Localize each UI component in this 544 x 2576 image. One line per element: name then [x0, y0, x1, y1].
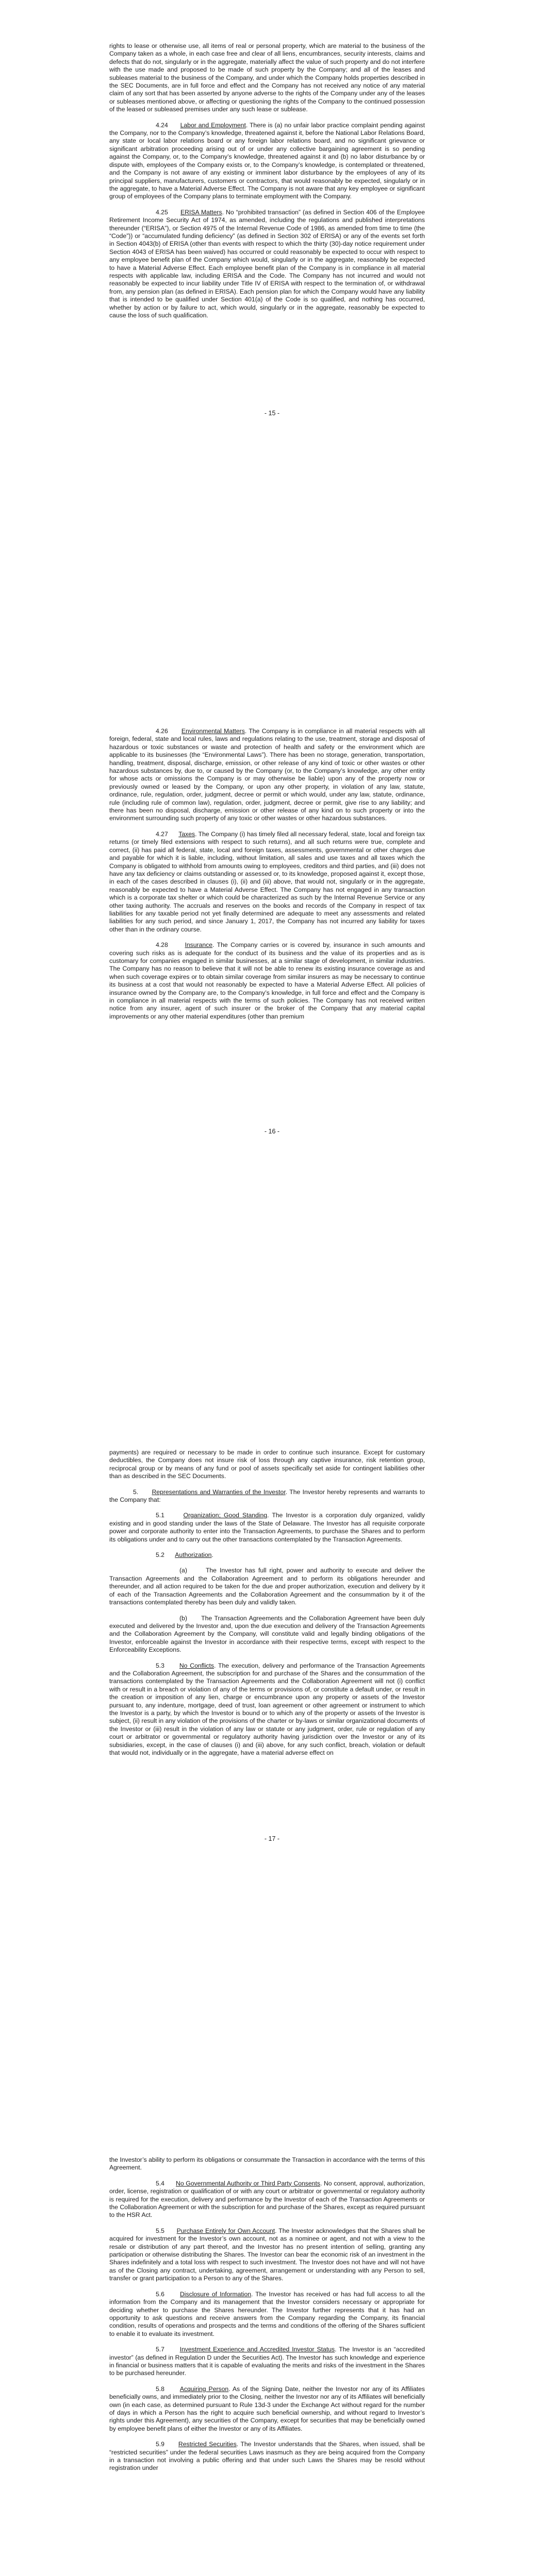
- section-heading: Labor and Employment: [180, 121, 246, 129]
- section-heading: Organization; Good Standing: [183, 1512, 268, 1519]
- section-5-3: 5.3 No Conflicts. The execution, delivery and performance of the Transaction Agreements and the Collaboration Agreement, the subscription for and purchase of the Shares and the consummation of the transactions contemplated by the Transaction Agreements and the Collaboration Agreement will not (i) conflict with or result in a breach or violation of any of the terms or provisions of, or constitute a default under, or result in the creation or imposition of any lien, charge or encumbrance upon any property or assets of the Investor pursuant to, any indenture, mortgage, deed of trust, loan agreement or other agreement or instrument to which the Investor is a party, by which the Investor is bound or to which any of the property or assets of the Investor is subject, (ii) result in any violation of the provisions of the charter or by-laws or similar organizational documents of the Investor or (iii) result in the violation of any law or statute or any judgment, order, rule or regulation of any court or arbitrator or governmental or regulatory authority having jurisdiction over the Investor or any of its subsidiaries, except, in the case of clauses (i) and (iii) above, for any such conflict, breach, violation or default that would not, individually or in the aggregate, have a material adverse effect on: [109, 1662, 425, 1756]
- section-4-25: 4.25 ERISA Matters. No “prohibited transaction” (as defined in Section 406 of the Employee Retirement Income Security Act of 1974, as amended, including the regulations and published interpretations thereunder (“ERISA”), or Section 4975 of the Internal Revenue Code of 1986, as amended from time to time (the “Code”)) or “accumulated funding deficiency” (as defined in Section 302 of ERISA) or any of the events set forth in Section 4043(b) of ERISA (other than events with respect to which the thirty (30)-day notice requirement under Section 4043 of ERISA has been waived) has occurred or could reasonably be expected to occur with respect to any employee benefit plan of the Company which would, singularly or in the aggregate, reasonably be expected to have a Material Adverse Effect. Each employee benefit plan of the Company is in compliance in all material respects with applicable law, including ERISA and the Code. The Company has not incurred and would not reasonably be expected to incur liability under Title IV of ERISA with respect to the termination of, or withdrawal from, any pension plan (as defined in ERISA). Each pension plan for which the Company would have any liability that is intended to be qualified under Section 401(a) of the Code is so qualified, and nothing has occurred, whether by action or by failure to act, which would, singularly or in the aggregate, reasonably be expected to cause the loss of such qualification.: [109, 208, 425, 319]
- section-5-5: 5.5 Purchase Entirely for Own Account. The Investor acknowledges that the Shares shall be acquired for investment for the Investor’s own account, not as a nominee or agent, and not with a view to the resale or distribution of any part thereof, and the Investor has no present intention of selling, granting any participation or otherwise distributing the Shares. The Investor can bear the economic risk of an investment in the Shares indefinitely and a total loss with respect to such investment. The Investor does not have and will not have as of the Closing any contract, undertaking, agreement, arrangement or understanding with any Person to sell, transfer or grant participation to a Person to any of the Shares.: [109, 2227, 425, 2282]
- section-4-27: 4.27 Taxes. The Company (i) has timely filed all necessary federal, state, local and foreign tax returns (or timely filed extensions with respect to such returns), and all such returns were true, complete and correct, (ii) has paid all federal, state, local and foreign taxes, assessments, governmental or other charges due and payable for which it is liable, including, without limitation, all sales and use taxes and all taxes which the Company is obligated to withhold from amounts owing to employees, creditors and third parties, and (iii) does not have any tax deficiency or claims outstanding or assessed or, to its knowledge, proposed against it, except those, in each of the cases described in clauses (i), (ii) and (iii) above, that would not, singularly or in the aggregate, reasonably be expected to have a Material Adverse Effect. The Company has not engaged in any transaction which is a corporate tax shelter or which could be characterized as such by the Internal Revenue Service or any other taxing authority. The accruals and reserves on the books and records of the Company in respect of tax liabilities for any taxable period not yet finally determined are adequate to meet any assessments and related liabilities for any such period, and since January 1, 2017, the Company has not incurred any liability for taxes other than in the ordinary course.: [109, 830, 425, 933]
- section-5-8: 5.8 Acquiring Person. As of the Signing Date, neither the Investor nor any of its Affiliates beneficially owns, and immediately prior to the Closing, neither the Investor nor any of its Affiliates will beneficially own (in each case, as determined pursuant to Rule 13d-3 under the Exchange Act without regard for the number of days in which a Person has the right to acquire such beneficial ownership, and without regard to Investor’s rights under this Agreement), any securities of the Company, except for securities that may be beneficially owned by employee benefit plans of either the Investor or any of its Affiliates.: [109, 2385, 425, 2432]
- page-17-body: [109, 1449, 425, 1757]
- section-heading: No Governmental Authority or Third Party Consents: [176, 2179, 320, 2187]
- section-5: 5. Representations and Warranties of the Investor. The Investor hereby represents and warrants to the Company that:: [109, 1488, 425, 1504]
- section-heading: Investment Experience and Accredited Investor Status: [179, 2346, 335, 2353]
- section-heading: Insurance: [185, 941, 213, 949]
- section-heading: Authorization: [175, 1551, 212, 1559]
- section-5-7: 5.7 Investment Experience and Accredited Investor Status. The Investor is an “accredited investor” (as defined in Regulation D under the Securities Act). The Investor has such knowledge and experience in financial or business matters that it is capable of evaluating the merits and risks of the investment in the Shares to be purchased hereunder.: [109, 2346, 425, 2377]
- page-18-body: [109, 2156, 425, 2472]
- section-4-26: 4.26 Environmental Matters. The Company is in compliance in all material respects with all foreign, federal, state and local rules, laws and regulations relating to the use, treatment, storage and disposal of hazardous or toxic substances or waste and protection of health and safety or the environment which are applicable to its businesses (the “Environmental Laws”). There has been no storage, generation, transportation, handling, treatment, disposal, discharge, emission, or other release of any kind of toxic or other wastes or other hazardous substances by, due to, or caused by the Company (or, to the Company’s knowledge, any other entity for whose acts or omissions the Company is or may otherwise be liable) upon any of the property now or previously owned or leased by the Company, or upon any other property, in violation of any law, statute, ordinance, rule, regulation, order, judgment, decree or permit or which would, under any law, statute, ordinance, rule (including rule of common law), regulation, order, judgment, decree or permit, give rise to any liability; and there has been no disposal, discharge, emission or other release of any kind on to such property or into the environment surrounding such property of any toxic or other wastes or other hazardous substances.: [109, 727, 425, 822]
- section-heading: Taxes: [178, 830, 195, 838]
- section-heading: Environmental Matters: [181, 727, 245, 735]
- section-5-9: 5.9 Restricted Securities. The Investor understands that the Shares, when issued, shall be “restricted securities” under the federal securities Laws inasmuch as they are being acquired from the Company in a transaction not involving a public offering and that under such Laws the Shares may be resold without registration under: [109, 2441, 425, 2472]
- paragraph: the Investor’s ability to perform its obligations or consummate the Transaction in accordance with the terms of this Agreement.: [109, 2156, 425, 2172]
- page-number: - 17 -: [264, 1835, 280, 1842]
- page-number: - 15 -: [264, 410, 280, 417]
- section-heading: Purchase Entirely for Own Account: [176, 2227, 275, 2234]
- page-16-body: [109, 727, 425, 1021]
- section-5-2-a: (a) The Investor has full right, power and authority to execute and deliver the Transaction Agreements and the Collaboration Agreement and to perform its obligations hereunder and thereunder, and all action required to be taken for the due and proper authorization, execution and delivery by it of each of the Transaction Agreements and the Collaboration Agreement and the consummation by it of the transactions contemplated thereby has been duly and validly taken.: [109, 1567, 425, 1606]
- paragraph: rights to lease or otherwise use, all items of real or personal property, which are material to the business of the Company taken as a whole, in each case free and clear of all liens, encumbrances, security interests, claims and defects that do not, singularly or in the aggregate, materially affect the value of such property and do not interfere with the use made and proposed to be made of such property by the Company; and all of the leases and subleases material to the business of the Company, and under which the Company holds properties described in the SEC Documents, are in full force and effect and the Company has not received any notice of any material claim of any sort that has been asserted by anyone adverse to the rights of the Company under any of the leases or subleases mentioned above, or affecting or questioning the rights of the Company to the continued possession of the leased or subleased premises under any such lease or sublease.: [109, 42, 425, 113]
- section-heading: ERISA Matters: [180, 208, 222, 216]
- section-5-6: 5.6 Disclosure of Information. The Investor has received or has had full access to all the information from the Company and its management that the Investor considers necessary or appropriate for deciding whether to purchase the Shares hereunder. The Investor further represents that it has had an opportunity to ask questions and receive answers from the Company regarding the Company, its financial condition, results of operations and prospects and the terms and conditions of the offering of the Shares sufficient to enable it to evaluate its investment.: [109, 2290, 425, 2337]
- section-4-24: 4.24 Labor and Employment. There is (a) no unfair labor practice complaint pending against the Company, nor to the Company’s knowledge, threatened against it, before the National Labor Relations Board, any state or local labor relations board or any foreign labor relations board, and no significant grievance or significant arbitration proceeding arising out of or under any collective bargaining agreement is so pending against the Company, or, to the Company’s knowledge, threatened against it and (b) no labor disturbance by or dispute with, employees of the Company exists or, to the Company’s knowledge, is contemplated or threatened, and the Company is not aware of any existing or imminent labor disturbance by the employees of any of its principal suppliers, manufacturers, customers or contractors, that would reasonably be expected, singularly or in the aggregate, to have a Material Adverse Effect. The Company is not aware that any key employee or significant group of employees of the Company plans to terminate employment with the Company.: [109, 121, 425, 200]
- page-number: - 16 -: [264, 1128, 280, 1135]
- page-15-body: [109, 42, 425, 319]
- section-heading: Acquiring Person: [179, 2385, 229, 2393]
- section-heading: Restricted Securities: [178, 2441, 237, 2448]
- section-5-2: 5.2 Authorization.: [156, 1551, 213, 1559]
- section-5-4: 5.4 No Governmental Authority or Third Party Consents. No consent, approval, authorization, order, license, registration or qualification of or with any court or arbitrator or governmental or regulatory authority is required for the execution, delivery and performance by the Investor of each of the Transaction Agreements or the Collaboration Agreement or with the subscription for and purchase of the Shares, except as required pursuant to the HSR Act.: [109, 2179, 425, 2219]
- section-heading: No Conflicts: [179, 1662, 215, 1669]
- section-5-1: 5.1 Organization; Good Standing. The Investor is a corporation duly organized, validly existing and in good standing under the laws of the State of Delaware. The Investor has all requisite corporate power and corporate authority to enter into the Transaction Agreements, to purchase the Shares and to perform its obligations under and to carry out the other transactions contemplated by the Transaction Agreements.: [109, 1512, 425, 1543]
- section-5-2-b: (b) The Transaction Agreements and the Collaboration Agreement have been duly executed and delivered by the Investor and, upon the due execution and delivery of the Transaction Agreements and the Collaboration Agreement by the Company, will constitute valid and legally binding obligations of the Investor, enforceable against the Investor in accordance with their respective terms, except with respect to the Enforceability Exceptions.: [109, 1614, 425, 1654]
- section-heading: Representations and Warranties of the Investor: [152, 1488, 286, 1496]
- paragraph: payments) are required or necessary to be made in order to continue such insurance. Except for customary deductibles, the Company does not insure risk of loss through any captive insurance, risk retention group, reciprocal group or by means of any fund or pool of assets specifically set aside for contingent liabilities other than as described in the SEC Documents.: [109, 1449, 425, 1480]
- section-4-28: 4.28 Insurance. The Company carries or is covered by, insurance in such amounts and covering such risks as is adequate for the conduct of its business and the value of its properties and as is customary for companies engaged in similar businesses, at a similar stage of development, in similar industries. The Company has no reason to believe that it will not be able to renew its existing insurance coverage as and when such coverage expires or to obtain similar coverage from similar insurers as may be necessary to continue its business at a cost that would not reasonably be expected to have a Material Adverse Effect. All policies of insurance owned by the Company are, to the Company’s knowledge, in full force and effect and the Company is in compliance in all material respects with the terms of such policies. The Company has not received written notice from any insurer, agent of such insurer or the broker of the Company that any material capital improvements or any other material expenditures (other than premium: [109, 941, 425, 1020]
- section-heading: Disclosure of Information: [180, 2290, 252, 2298]
